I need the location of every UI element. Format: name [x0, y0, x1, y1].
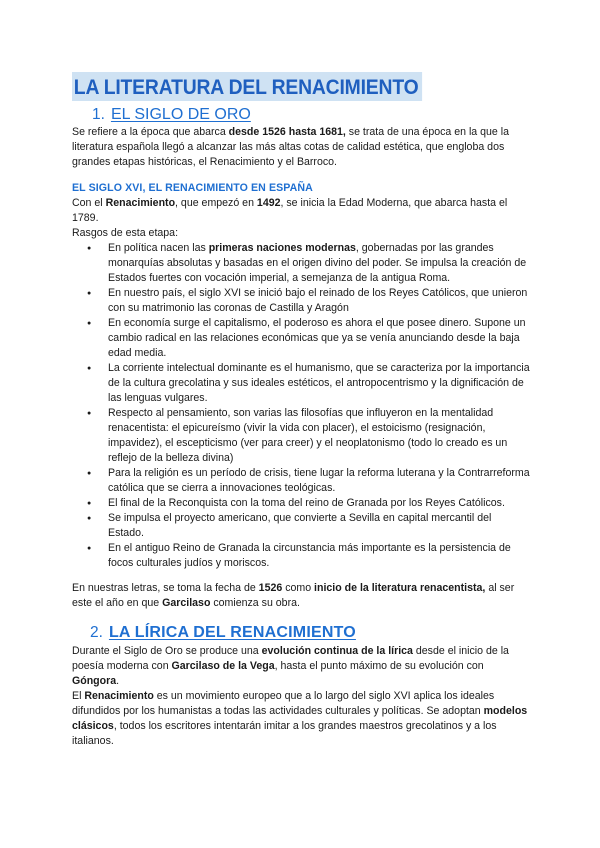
rasgos-list: [72, 241, 530, 571]
list-item: ● La corriente intelectual dominante es el humanismo, que se caracteriza por la importancia de la cultura grecolatina y sus ideales estéticos, el antropocentrismo y la dignificación de las lenguas vulgares.: [108, 361, 530, 406]
bold-text: primeras naciones modernas: [208, 242, 356, 254]
list-item: ● En política nacen las primeras naciones modernas, gobernadas por las grandes monarquías absolutas y basadas en el origen divino del poder. Se impulsa la creación de Estados fuertes con vocación imperial, a semejanza de la antigua Roma.: [108, 241, 530, 286]
bold-text: 1526: [258, 582, 283, 594]
bold-text: modelos clásicos: [72, 705, 528, 732]
bold-text: inicio de la literatura renacentista,: [314, 582, 486, 594]
list-item: ● Se impulsa el proyecto americano, que convierte a Sevilla en capital mercantil del Estado.: [108, 511, 530, 541]
section-1-paragraph: Con el Renacimiento, que empezó en 1492, se inicia la Edad Moderna, que abarca hasta el 1789.: [72, 197, 508, 224]
list-item: ● Respecto al pensamiento, son varias las filosofías que influyeron en la mentalidad renacentista: el epicureísmo (vivir la vida con placer), el estoicismo (resignación, impavidez), el escepticismo (ver para creer) y el neoplatonismo (todo lo creado es un reflejo de la belleza divina): [108, 406, 530, 466]
document-page: [72, 72, 530, 749]
section-2-heading: [90, 623, 530, 642]
section-2-paragraph-1: Durante el Siglo de Oro se produce una evolución continua de la lírica desde el inicio de la poesía moderna con Garcilaso de la Vega, hasta el punto máximo de su evolución con Góngora.: [72, 645, 509, 687]
list-item: ● En nuestro país, el siglo XVI se inició bajo el reinado de los Reyes Católicos, que unieron con su matrimonio las coronas de Castilla y Aragón: [108, 286, 530, 316]
bold-text: Garcilaso: [162, 597, 211, 609]
section-1-title: EL SIGLO DE ORO: [110, 106, 251, 123]
section-2-title: LA LÍRICA DEL RENACIMIENTO: [108, 624, 356, 641]
bold-text: Garcilaso de la Vega: [171, 660, 275, 672]
rasgos-label: Rasgos de esta etapa:: [72, 227, 179, 239]
section-1-heading: [92, 105, 530, 124]
section-1-intro: Se refiere a la época que abarca desde 1526 hasta 1681, se trata de una época en la que la literatura española llegó a alcanzar las más altas cotas de calidad estética, que engloba dos grandes etapas históricas, el Renacimiento y el Barroco.: [72, 126, 510, 168]
document-title: LA LITERATURA DEL RENACIMIENTO: [72, 72, 422, 101]
list-item: ● Para la religión es un período de crisis, tiene lugar la reforma luterana y la Contrarreforma católica que se cierra a innovaciones teológicas.: [108, 466, 530, 496]
bold-text: Góngora: [72, 675, 117, 687]
section-1-subheading: EL SIGLO XVI, EL RENACIMIENTO EN ESPAÑA: [72, 182, 313, 194]
list-item: ● En el antiguo Reino de Granada la circunstancia más importante es la persistencia de focos culturales judíos y moriscos.: [108, 541, 530, 571]
bold-text: evolución continua de la lírica: [261, 645, 413, 657]
section-2-paragraph-2: El Renacimiento es un movimiento europeo que a lo largo del siglo XVI aplica los ideales difundidos por los humanistas a todas las actividades culturales y políticas. Se adoptan modelos clásicos, todos los escritores intentarán imitar a los grandes maestros grecolatinos y a los italianos.: [72, 690, 528, 747]
section-1-closing: En nuestras letras, se toma la fecha de 1526 como inicio de la literatura renacentista, al ser este el año en que Garcilaso comienza su obra.: [72, 582, 515, 609]
list-item: ● El final de la Reconquista con la toma del reino de Granada por los Reyes Católicos.: [108, 496, 530, 511]
bold-text: 1492: [256, 197, 281, 209]
section-2-number: 2.: [90, 624, 103, 641]
list-item: ● En economía surge el capitalismo, el poderoso es ahora el que posee dinero. Supone un cambio radical en las relaciones económicas que ya se venía anunciando desde la baja edad media.: [108, 316, 530, 361]
bold-text: Renacimiento: [84, 690, 154, 702]
bold-text: Renacimiento: [105, 197, 176, 209]
section-1-number: 1.: [92, 106, 105, 123]
bold-text: desde 1526 hasta 1681,: [228, 126, 346, 138]
